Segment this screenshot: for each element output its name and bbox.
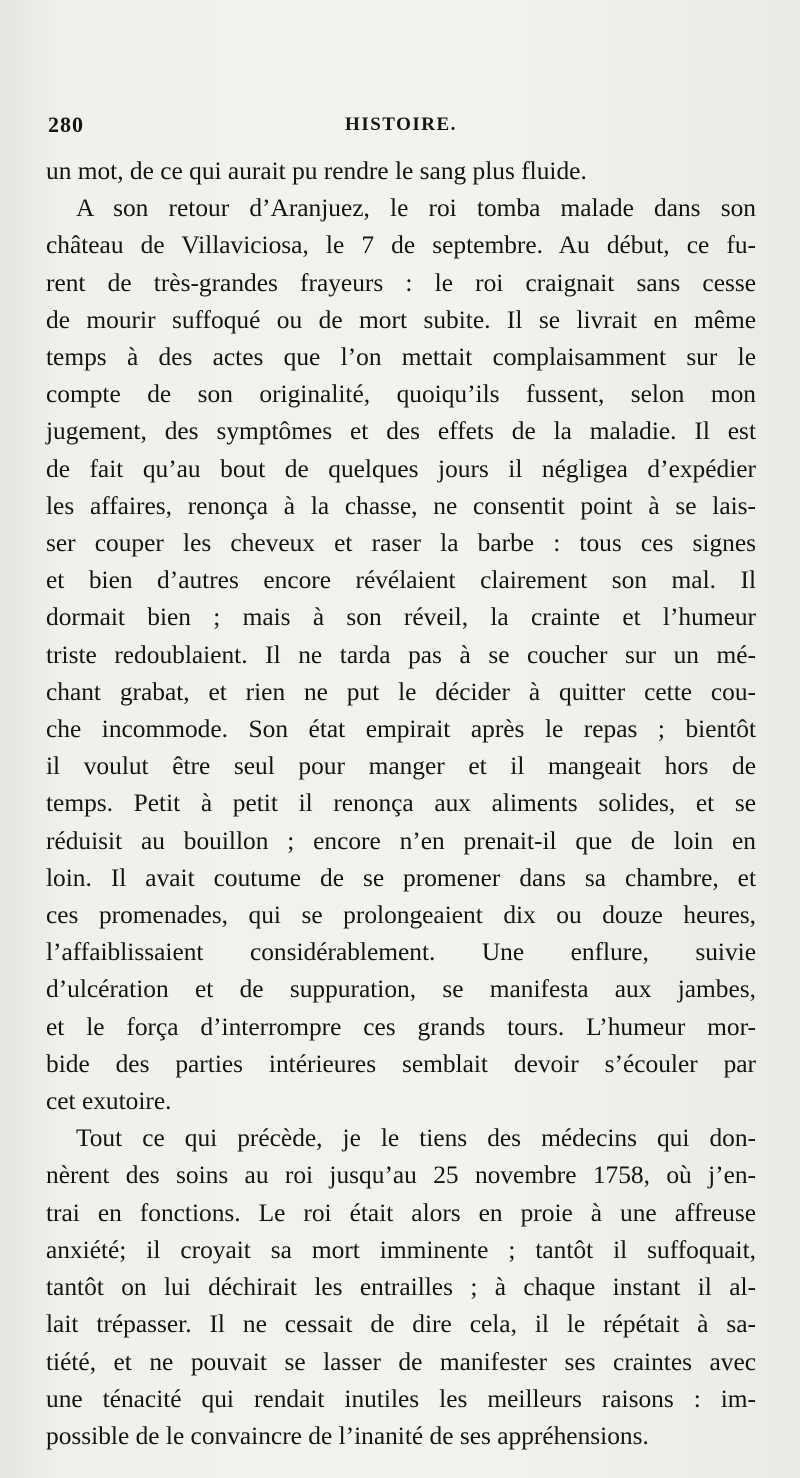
text-line: nèrent des soins au roi jusqu’au 25 novembre 1758, où j’en-: [46, 1161, 756, 1190]
text-line: tantôt on lui déchirait les entrailles ; à chaque instant il al-: [46, 1273, 756, 1302]
text-line: l’affaiblissaient considérablement. Une enflure, suivie: [46, 938, 756, 967]
text-line: trai en fonctions. Le roi était alors en proie à une affreuse: [46, 1198, 756, 1227]
text-line: les affaires, renonça à la chasse, ne consentit point à se lais-: [46, 491, 756, 520]
running-title: HISTOIRE.: [345, 114, 457, 135]
text-line: et le força d’interrompre ces grands tours. L’humeur mor-: [46, 1012, 756, 1041]
text-line: che incommode. Son état empirait après le repas ; bientôt: [46, 715, 756, 744]
text-line: tiété, et ne pouvait se lasser de manifester ses craintes avec: [46, 1347, 756, 1376]
paragraph: [46, 190, 756, 1120]
text-line: A son retour d’Aranjuez, le roi tomba malade dans son: [76, 194, 756, 223]
text-line: dormait bien ; mais à son réveil, la crainte et l’humeur: [46, 603, 756, 632]
text-line: triste redoublaient. Il ne tarda pas à se coucher sur un mé-: [46, 640, 756, 669]
text-line: temps. Petit à petit il renonça aux aliments solides, et se: [46, 789, 756, 818]
text-line: il voulut être seul pour manger et il mangeait hors de: [46, 752, 756, 781]
text-line: temps à des actes que l’on mettait complaisamment sur le: [46, 343, 756, 372]
paragraph: [46, 1120, 756, 1455]
text-line: chant grabat, et rien ne put le décider à quitter cette cou-: [46, 677, 756, 706]
body-text: [46, 153, 756, 1455]
text-line: un mot, de ce qui aurait pu rendre le sang plus fluide.: [46, 157, 587, 185]
text-line: anxiété; il croyait sa mort imminente ; tantôt il suffoquait,: [46, 1235, 756, 1264]
text-line: bide des parties intérieures semblait devoir s’écouler par: [46, 1049, 756, 1078]
text-line: possible de le convaincre de l’inanité de ses appréhensions.: [46, 1421, 649, 1450]
text-line: ser couper les cheveux et raser la barbe : tous ces signes: [46, 529, 756, 558]
text-line: ces promenades, qui se prolongeaient dix ou douze heures,: [46, 901, 756, 930]
text-line: une ténacité qui rendait inutiles les meilleurs raisons : im-: [46, 1384, 756, 1413]
text-line: de fait qu’au bout de quelques jours il négligea d’expédier: [46, 454, 756, 483]
text-line: loin. Il avait coutume de se promener dans sa chambre, et: [46, 863, 756, 892]
text-line: et bien d’autres encore révélaient clairement son mal. Il: [46, 566, 756, 595]
page-header: [48, 112, 754, 142]
text-line: château de Villaviciosa, le 7 de septembre. Au début, ce fu-: [46, 231, 756, 260]
text-line: Tout ce qui précède, je le tiens des médecins qui don-: [76, 1124, 756, 1153]
page-number: 280: [48, 112, 84, 137]
text-line: compte de son originalité, quoiqu’ils fussent, selon mon: [46, 380, 756, 409]
text-line: jugement, des symptômes et des effets de la maladie. Il est: [46, 417, 756, 446]
text-line: cet exutoire.: [46, 1087, 172, 1116]
text-line: lait trépasser. Il ne cessait de dire cela, il le répétait à sa-: [46, 1310, 756, 1339]
text-line: rent de très-grandes frayeurs : le roi craignait sans cesse: [46, 268, 756, 297]
text-line: de mourir suffoqué ou de mort subite. Il se livrait en même: [46, 305, 756, 334]
text-line: réduisit au bouillon ; encore n’en prenait-il que de loin en: [46, 826, 756, 855]
text-line: d’ulcération et de suppuration, se manifesta aux jambes,: [46, 975, 756, 1004]
paragraph: [46, 153, 756, 190]
